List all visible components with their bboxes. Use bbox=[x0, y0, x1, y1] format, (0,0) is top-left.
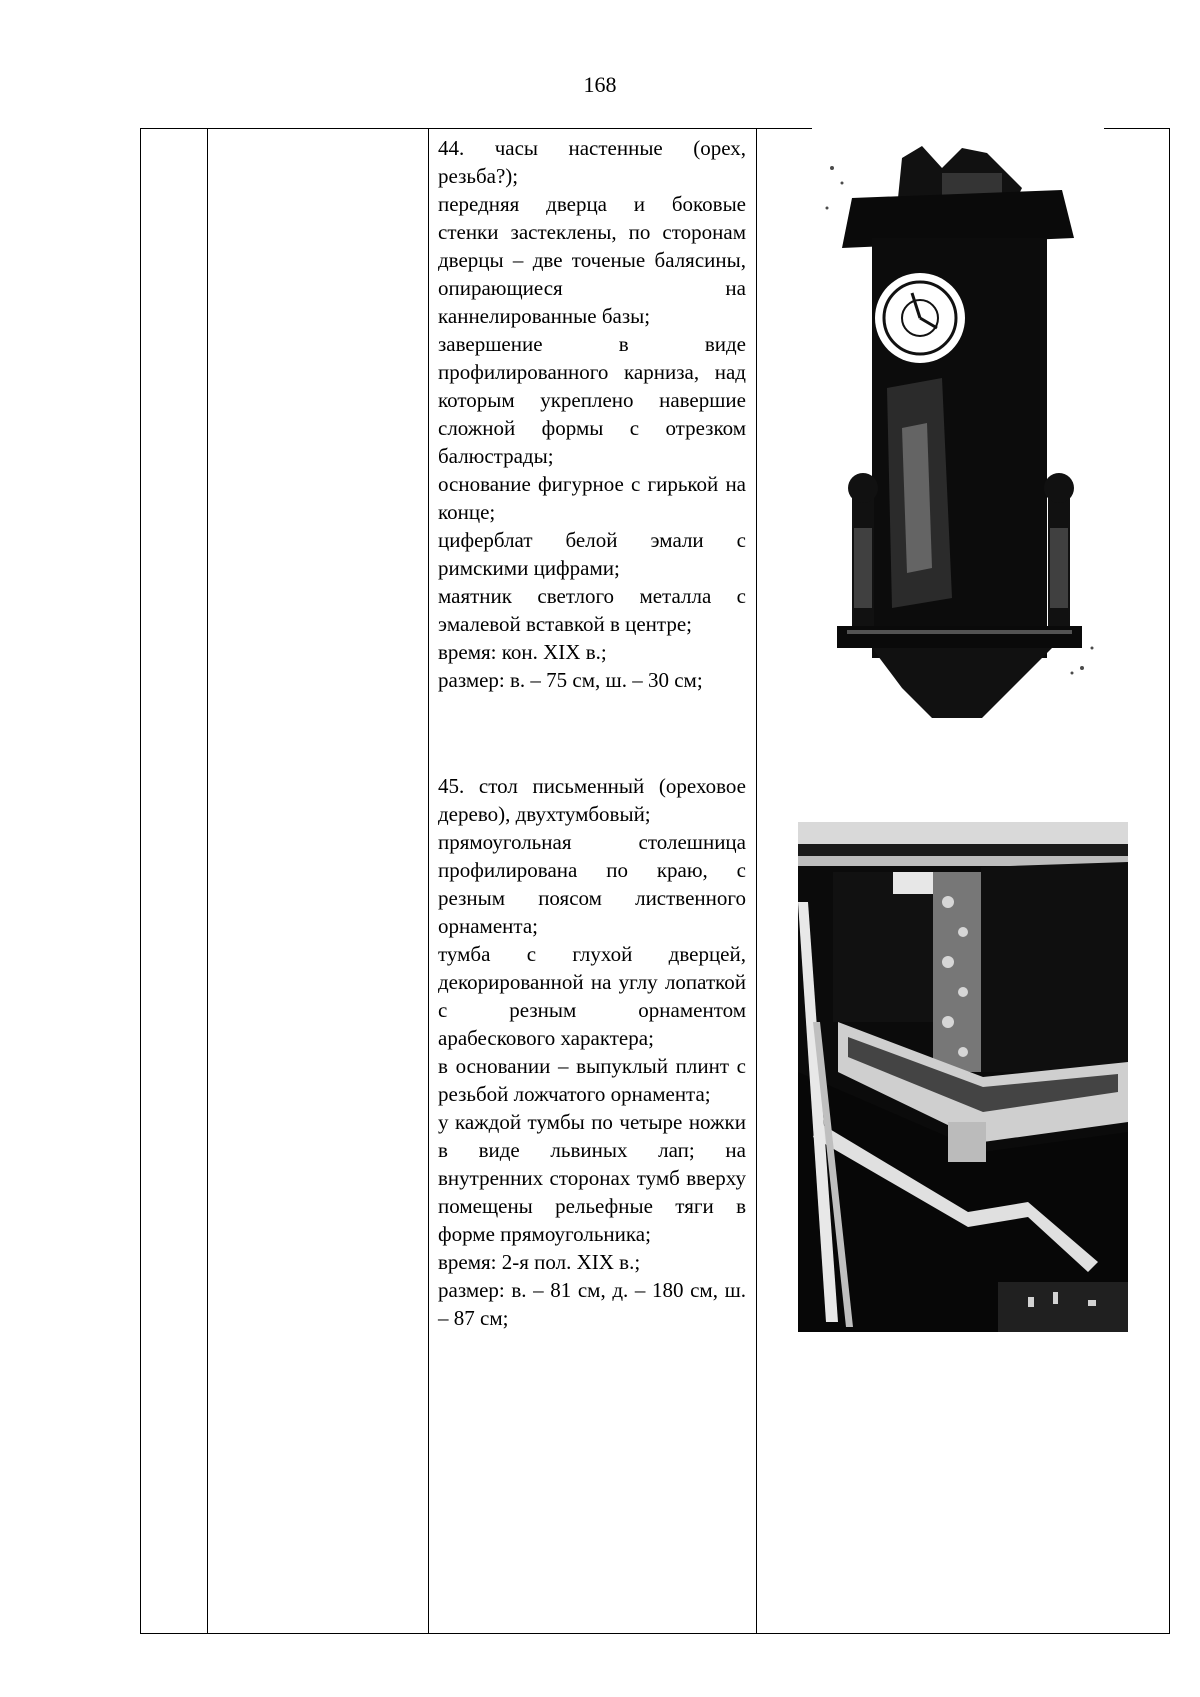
item-44-line: размер: в. – 75 см, ш. – 30 см; bbox=[438, 668, 703, 692]
item-44-line: завершение в виде профилированного карниза, над которым укреплено навершие сложной формы с отрезком балюстрады; bbox=[438, 332, 746, 468]
item-44-description bbox=[438, 134, 746, 694]
item-44-line: маятник светлого металла с эмалевой вставкой в центре; bbox=[438, 584, 746, 636]
column-divider-2 bbox=[428, 129, 429, 1633]
item-45-line: 45. стол письменный (ореховое дерево), двухтумбовый; bbox=[438, 774, 746, 826]
writing-desk-photo bbox=[798, 822, 1128, 1332]
column-divider-3 bbox=[756, 129, 757, 1633]
item-44-line: основание фигурное с гирькой на конце; bbox=[438, 472, 746, 524]
item-44-line: передняя дверца и боковые стенки застеклены, по сторонам дверцы – две точеные балясины, опирающиеся на каннелированные базы; bbox=[438, 192, 746, 328]
item-45-description bbox=[438, 772, 746, 1332]
item-44-line: время: кон. XIX в.; bbox=[438, 640, 607, 664]
item-45-line: в основании – выпуклый плинт с резьбой ложчатого орнамента; bbox=[438, 1054, 746, 1106]
item-44-line: 44. часы настенные (орех, резьба?); bbox=[438, 136, 746, 188]
page-number: 168 bbox=[583, 72, 617, 97]
item-44-line: циферблат белой эмали с римскими цифрами; bbox=[438, 528, 746, 580]
item-45-line: прямоугольная столешница профилирована по краю, с резным поясом лиственного орнамента; bbox=[438, 830, 746, 938]
item-45-line: время: 2-я пол. XIX в.; bbox=[438, 1250, 641, 1274]
column-divider-1 bbox=[207, 129, 208, 1633]
item-45-line: у каждой тумбы по четыре ножки в виде львиных лап; на внутренних сторонах тумб вверху помещены рельефные тяги в форме прямоугольника; bbox=[438, 1110, 746, 1246]
item-45-line: тумба с глухой дверцей, декорированной на углу лопаткой с резным орнаментом арабескового характера; bbox=[438, 942, 746, 1050]
wall-clock-photo bbox=[812, 128, 1104, 750]
item-45-line: размер: в. – 81 см, д. – 180 см, ш. – 87 см; bbox=[438, 1278, 746, 1330]
